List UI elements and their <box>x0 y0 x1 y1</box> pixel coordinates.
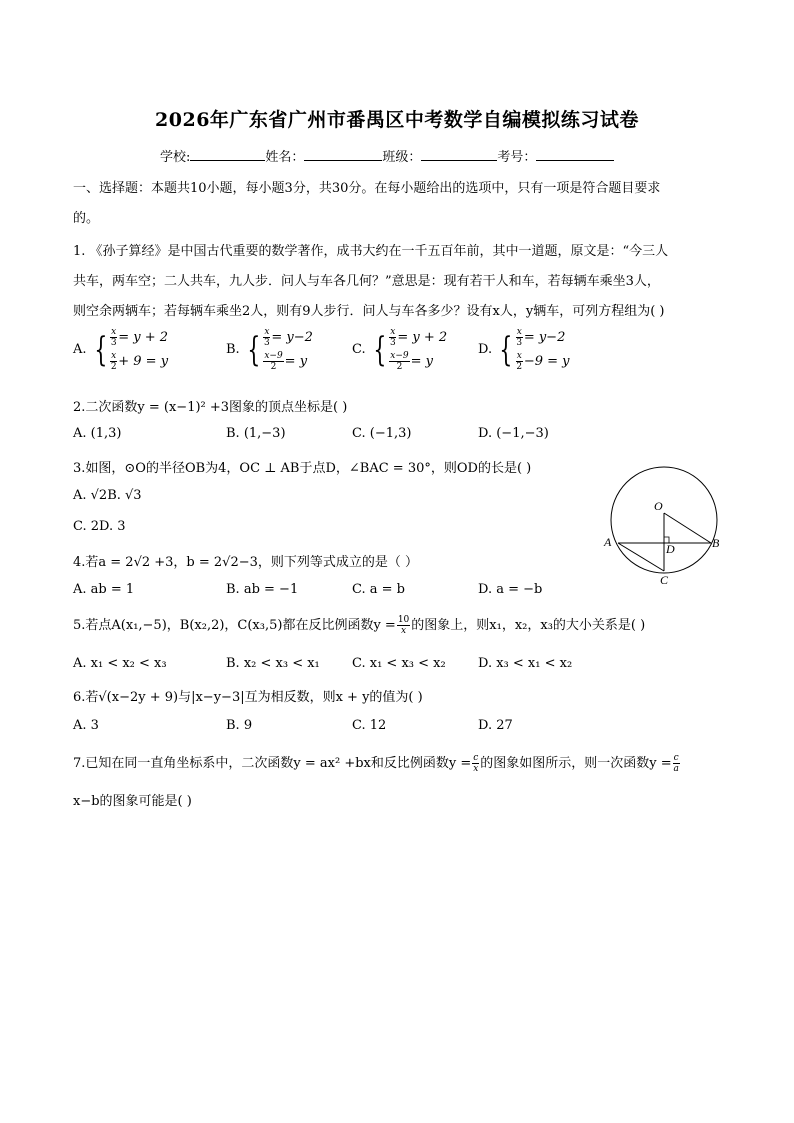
exam-no-label: 考号： <box>497 150 537 165</box>
frac-den: 3 <box>110 338 117 348</box>
frac-den: 2 <box>516 362 523 372</box>
frac-num: c <box>673 753 679 763</box>
segment-ob <box>664 513 711 543</box>
frac-den: a <box>673 764 679 774</box>
school-blank[interactable] <box>190 160 265 161</box>
frac-num: x−9 <box>390 351 409 361</box>
q1-line3: 则空余两辆车；若每辆车乘坐2人，则有9人步行．问人与车各多少？设有x人，y辆车，可列方程组为( ) <box>73 304 665 319</box>
class-label: 班级： <box>382 150 422 165</box>
eq-rhs: = y−2 <box>523 330 566 345</box>
q3-circle-figure <box>598 460 738 586</box>
frac-den: 2 <box>396 362 403 372</box>
frac-den: x <box>401 626 407 636</box>
q3-options-ab[interactable]: A. √2B. √3 <box>73 488 142 503</box>
frac-num: c <box>473 753 479 763</box>
q1-option-d[interactable]: D. { $\frac{x}{3}$ = y−2 $\frac{x}{2}$ −9 = y <box>478 327 570 372</box>
q5-stem-post: 的图象上，则x₁，x₂，x₃的大小关系是( ) <box>411 618 646 633</box>
eq-rhs: = y <box>284 354 308 369</box>
eq-rhs: −9 = y <box>523 354 570 369</box>
frac-num: x <box>516 351 522 361</box>
eq-rhs: = y + 2 <box>397 330 448 345</box>
label-a: A <box>604 535 612 549</box>
q2-stem: 2.二次函数y = (x−1)² +3图象的顶点坐标是( ) <box>73 400 348 415</box>
q2-option-c[interactable]: C. (−1,3) <box>352 426 412 441</box>
school-label: 学校: <box>160 150 191 165</box>
name-blank[interactable] <box>304 160 382 161</box>
q1-line1: 1. 《孙子算经》是中国古代重要的数学著作，成书大约在一千五百年前，其中一道题，原文是：“今三人 <box>73 244 669 259</box>
section-instructions: 一、选择题：本题共10小题，每小题3分，共30分。在每小题给出的选项中，只有一项是符合题目要求 <box>73 181 661 196</box>
q6-option-b[interactable]: B. 9 <box>226 718 253 733</box>
q6-option-a[interactable]: A. 3 <box>73 718 99 733</box>
label-c: C <box>660 573 669 586</box>
q5-option-b[interactable]: B. x₂ < x₃ < x₁ <box>226 656 320 671</box>
q5-option-d[interactable]: D. x₃ < x₁ < x₂ <box>478 656 573 671</box>
frac-num: x−9 <box>264 351 283 361</box>
option-label: A. <box>73 342 87 357</box>
name-label: 姓名： <box>265 150 305 165</box>
eq-rhs: + 9 = y <box>118 354 169 369</box>
q2-option-d[interactable]: D. (−1,−3) <box>478 426 549 441</box>
exam-no-blank[interactable] <box>536 160 614 161</box>
q5-option-a[interactable]: A. x₁ < x₂ < x₃ <box>73 656 167 671</box>
label-o: O <box>654 499 663 513</box>
q2-option-b[interactable]: B. (1,−3) <box>226 426 286 441</box>
option-label: C. <box>352 342 366 357</box>
class-blank[interactable] <box>421 160 497 161</box>
q6-option-d[interactable]: D. 27 <box>478 718 513 733</box>
label-d: D <box>666 542 675 556</box>
option-label: B. <box>226 342 240 357</box>
q4-option-b[interactable]: B. ab = −1 <box>226 582 299 597</box>
frac-den: x <box>473 764 479 774</box>
frac-num: 10 <box>397 615 410 625</box>
q6-stem: 6.若√(x−2y + 9)与|x−y−3|互为相反数，则x + y的值为( ) <box>73 690 423 705</box>
eq-rhs: = y−2 <box>271 330 313 345</box>
q7-line1 <box>73 752 681 774</box>
q6-option-c[interactable]: C. 12 <box>352 718 387 733</box>
frac-den: 2 <box>110 362 117 372</box>
frac-num: x <box>111 351 117 361</box>
q7-line1-pre: 7.已知在同一直角坐标系中，二次函数y = ax² +bx和反比例函数y = <box>73 756 472 771</box>
q1-option-a[interactable]: A. { $\frac{x}{3}$ = y + 2 $\frac{x}{2}$ + 9 = y <box>73 327 169 372</box>
q4-option-d[interactable]: D. a = −b <box>478 582 543 597</box>
frac-num: x <box>390 327 396 337</box>
q1-option-b[interactable]: B. { $\frac{x}{3}$ = y−2 $\frac{x-9}{2}$ = y <box>226 327 313 372</box>
q4-option-a[interactable]: A. ab = 1 <box>73 582 135 597</box>
section-instructions-cont: 的。 <box>73 211 100 226</box>
q2-option-a[interactable]: A. (1,3) <box>73 426 122 441</box>
segment-ac <box>618 543 664 571</box>
q4-option-c[interactable]: C. a = b <box>352 582 405 597</box>
frac-den: 3 <box>264 338 270 348</box>
q5-stem <box>73 614 645 636</box>
q3-options-cd[interactable]: C. 2D. 3 <box>73 519 126 534</box>
q5-stem-pre: 5.若点A(x₁,−5)，B(x₂,2)，C(x₃,5)都在反比例函数y = <box>73 618 396 633</box>
frac-den: 2 <box>270 362 277 372</box>
q4-stem: 4.若a = 2√2 +3，b = 2√2−3，则下列等式成立的是（ ） <box>73 555 419 570</box>
q1-option-c[interactable]: C. { $\frac{x}{3}$ = y + 2 $\frac{x-9}{2}$ = y <box>352 327 448 372</box>
frac-num: x <box>111 327 117 337</box>
frac-den: 3 <box>389 338 396 348</box>
label-b: B <box>712 536 720 550</box>
q7-line1-mid: 的图象如图所示，则一次函数y = <box>480 756 672 771</box>
option-label: D. <box>478 342 493 357</box>
q3-stem: 3.如图，⊙O的半径OB为4，OC ⊥ AB于点D，∠BAC = 30°，则OD的长是( ) <box>73 461 532 476</box>
q5-option-c[interactable]: C. x₁ < x₃ < x₂ <box>352 656 446 671</box>
frac-num: x <box>264 327 270 337</box>
eq-rhs: = y + 2 <box>118 330 169 345</box>
info-line <box>160 146 614 165</box>
q1-line2: 共车，两车空；二人共车，九人步．问人与车各几何？”意思是：现有若干人和车，若每辆车乘坐3人， <box>73 274 660 289</box>
frac-den: 3 <box>516 338 523 348</box>
frac-num: x <box>516 327 522 337</box>
q7-line2: x−b的图象可能是( ) <box>73 794 192 809</box>
eq-rhs: = y <box>410 354 433 369</box>
page-title: 2026年广东省广州市番禺区中考数学自编模拟练习试卷 <box>155 109 639 131</box>
